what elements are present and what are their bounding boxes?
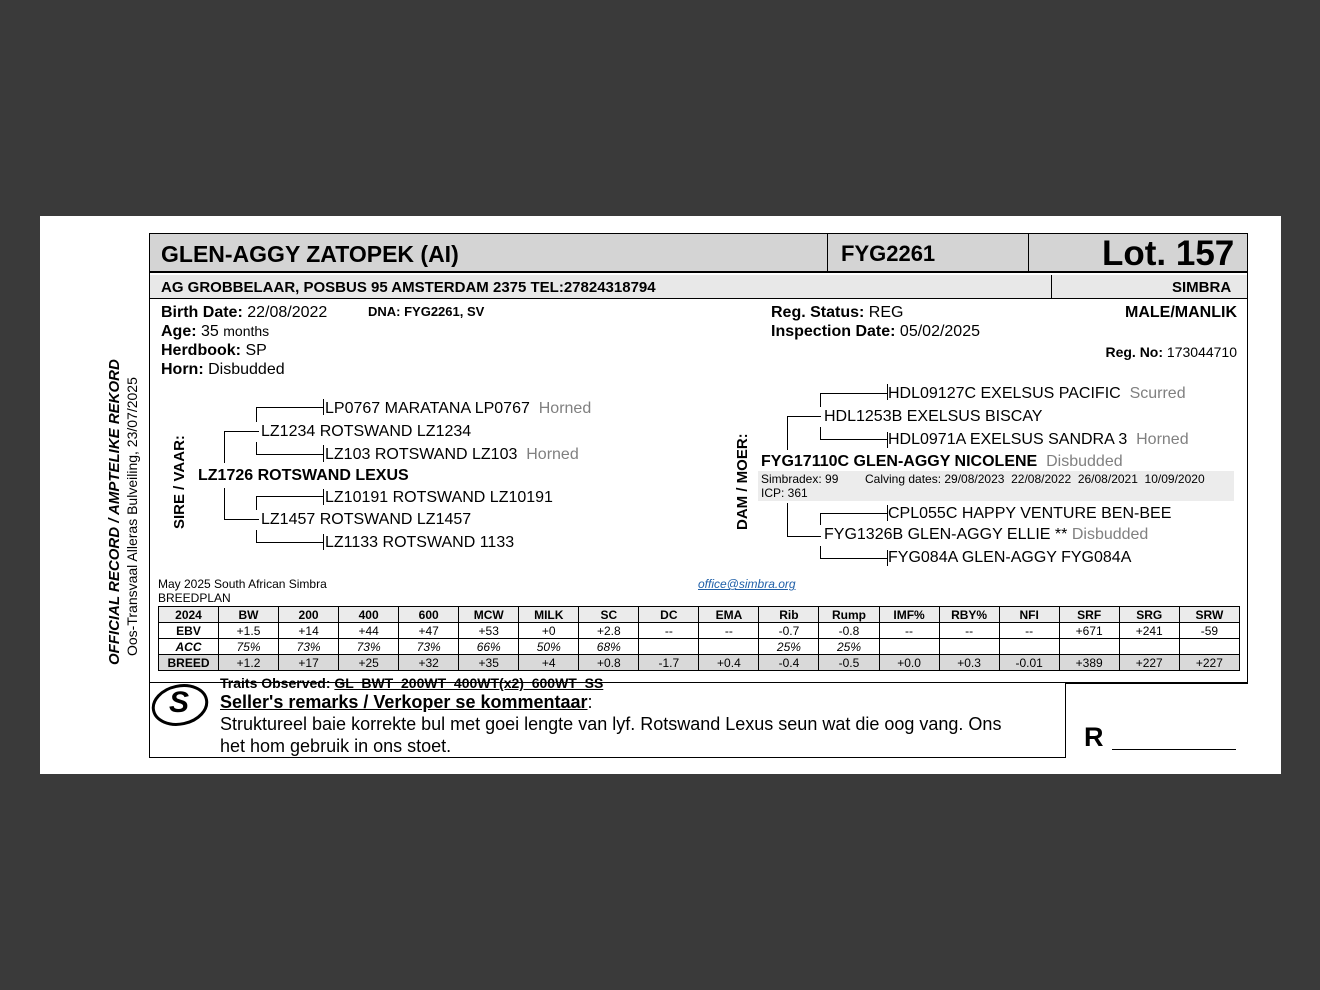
sire-dam: LZ1457 ROTSWAND LZ1457 [261,511,472,528]
table-cell: 75% [219,639,279,655]
table-cell: 200 [279,607,339,623]
table-cell: Rib [759,607,819,623]
remarks-text-line1: Struktureel baie korrekte bul met goei lengte van lyf. Rotswand Lexus seun wat die oog vang. Ons [220,714,1002,734]
table-cell: IMF% [879,607,939,623]
dam-name: FYG17110C GLEN-AGGY NICOLENE Disbudded [761,453,1123,470]
table-cell: +0.0 [879,655,939,671]
table-cell: +17 [279,655,339,671]
table-cell: -- [999,623,1059,639]
table-cell: +2.8 [579,623,639,639]
table-cell: 66% [459,639,519,655]
sex-label: MALE/MANLIK [1125,304,1237,321]
table-cell: MILK [519,607,579,623]
table-cell: +1.2 [219,655,279,671]
table-cell: +32 [399,655,459,671]
breed-label: SIMBRA [1172,279,1232,296]
herdbook: Herdbook: SP [161,342,267,359]
table-cell: -0.8 [819,623,879,639]
table-cell: SC [579,607,639,623]
lot-card [40,216,1281,774]
dam-calving-dates: Calving dates: 29/08/2023 22/08/2022 26/08/2021 10/09/2020 [865,472,1205,486]
table-cell: 400 [339,607,399,623]
animal-name: GLEN-AGGY ZATOPEK (AI) [161,241,459,267]
table-cell: +44 [339,623,399,639]
table-cell: +0 [519,623,579,639]
table-cell: +25 [339,655,399,671]
table-cell: EMA [699,607,759,623]
table-cell: 73% [279,639,339,655]
table-cell: SRF [1059,607,1119,623]
dam-dam: FYG1326B GLEN-AGGY ELLIE ** Disbudded [824,526,1149,543]
email-link[interactable]: office@simbra.org [698,577,796,591]
dam-sire-dam: HDL0971A EXELSUS SANDRA 3 Horned [888,431,1189,448]
dam-sire: HDL1253B EXELSUS BISCAY [824,408,1043,425]
age: Age: 35 months [161,323,270,340]
table-cell: -- [939,623,999,639]
table-cell: MCW [459,607,519,623]
table-cell: +53 [459,623,519,639]
reg-status: Reg. Status: REG [771,304,904,321]
sire-name: LZ1726 ROTSWAND LEXUS [198,467,409,484]
sire-label: SIRE / VAAR: [171,435,188,529]
table-cell: SRW [1179,607,1239,623]
table-row-breed [159,655,1240,671]
table-cell [1059,639,1119,655]
table-cell: -59 [1179,623,1239,639]
table-cell: +35 [459,655,519,671]
table-cell: 73% [399,639,459,655]
table-cell: BW [219,607,279,623]
breedplan-source: May 2025 South African Simbra [158,577,327,591]
table-cell: 600 [399,607,459,623]
table-row-label: EBV [159,623,219,639]
logo-letter: S [169,686,190,719]
table-cell: +0.3 [939,655,999,671]
table-cell: -- [879,623,939,639]
table-cell: +4 [519,655,579,671]
table-cell: 50% [519,639,579,655]
table-cell: +241 [1119,623,1179,639]
breedplan-name: BREEDPLAN [158,591,231,605]
table-cell: -1.7 [639,655,699,671]
official-record-label: OFFICIAL RECORD / AMPTELIKE REKORD [106,359,123,665]
table-cell: 25% [819,639,879,655]
price-input-line[interactable] [1112,749,1236,750]
table-cell: RBY% [939,607,999,623]
table-cell: Rump [819,607,879,623]
table-cell: 25% [759,639,819,655]
table-row-label: ACC [159,639,219,655]
table-cell: +0.8 [579,655,639,671]
lot-number: Lot. 157 [1102,234,1235,273]
table-row-ebv [159,623,1240,639]
remarks-heading: Seller's remarks / Verkoper se kommentaar: [220,692,593,712]
dam-simbradex: Simbradex: 99 [761,472,839,486]
table-cell: +389 [1059,655,1119,671]
inspection-date: Inspection Date: 05/02/2025 [771,323,980,340]
birth-date: Birth Date: 22/08/2022 [161,304,328,321]
table-cell: +1.5 [219,623,279,639]
table-row-label: 2024 [159,607,219,623]
table-cell: +227 [1119,655,1179,671]
table-cell: +47 [399,623,459,639]
remarks-text-line2: het hom gebruik in ons stoet. [220,736,452,756]
sire-sire-sire: LP0767 MARATANA LP0767 Horned [325,400,592,417]
table-cell: -0.5 [819,655,879,671]
table-cell: -- [699,623,759,639]
breedplan-table [158,606,1240,671]
table-cell [699,639,759,655]
owner-info: AG GROBBELAAR, POSBUS 95 AMSTERDAM 2375 TEL:27824318794 [161,279,656,296]
table-cell [1119,639,1179,655]
price-label: R [1084,722,1104,752]
table-cell: +227 [1179,655,1239,671]
dam-sire-sire: HDL09127C EXELSUS PACIFIC Scurred [888,385,1186,402]
table-cell: 73% [339,639,399,655]
horn-status: Horn: Disbudded [161,361,285,378]
table-cell: +671 [1059,623,1119,639]
table-cell [999,639,1059,655]
table-header-row [159,607,1240,623]
reg-number: Reg. No: 173044710 [1105,344,1237,360]
table-row-label: BREED [159,655,219,671]
table-cell: -0.4 [759,655,819,671]
table-cell [879,639,939,655]
sire-dam-dam: LZ1133 ROTSWAND 1133 [325,534,515,551]
table-cell: +0.4 [699,655,759,671]
sire-sire: LZ1234 ROTSWAND LZ1234 [261,423,472,440]
traits-observed: Traits Observed: GL BWT 200WT 400WT(x2) 600WT SS [220,675,604,691]
simbra-logo [150,681,210,727]
dam-dam-dam: FYG084A GLEN-AGGY FYG084A [888,549,1132,566]
table-cell: 68% [579,639,639,655]
sire-sire-dam: LZ103 ROTSWAND LZ103 Horned [325,446,579,463]
dam-icp: ICP: 361 [761,486,808,500]
dna-info: DNA: FYG2261, SV [368,304,485,319]
table-cell: +14 [279,623,339,639]
table-cell: DC [639,607,699,623]
table-cell [939,639,999,655]
auction-label: Oos-Transvaal Alleras Bulveiling, 23/07/2025 [124,377,140,656]
dam-label: DAM / MOER: [734,433,751,530]
table-cell: SRG [1119,607,1179,623]
table-cell [639,639,699,655]
table-cell [1179,639,1239,655]
animal-id: FYG2261 [841,241,936,266]
table-row-acc [159,639,1240,655]
table-cell: -0.01 [999,655,1059,671]
sire-dam-sire: LZ10191 ROTSWAND LZ10191 [325,489,553,506]
table-cell: -0.7 [759,623,819,639]
table-cell: NFI [999,607,1059,623]
dam-dam-sire: CPL055C HAPPY VENTURE BEN-BEE [888,505,1172,522]
table-cell: -- [639,623,699,639]
